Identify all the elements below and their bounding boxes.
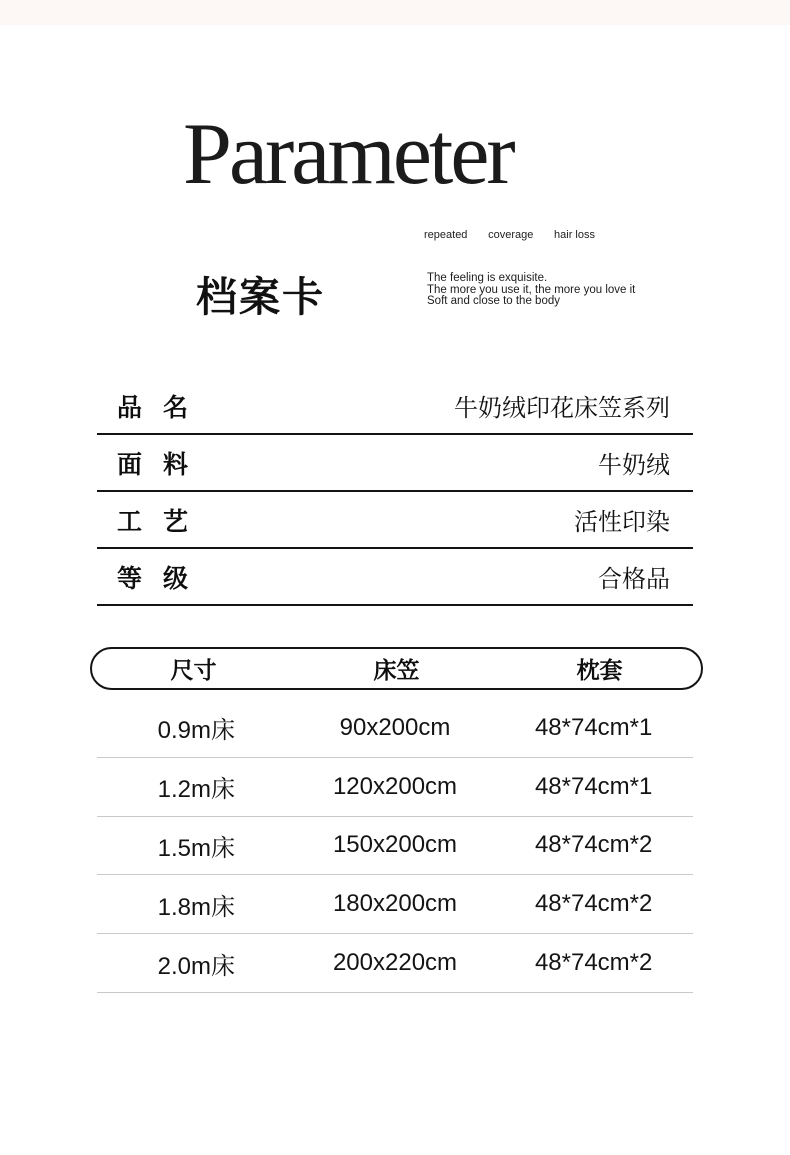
keyword-repeated: repeated bbox=[424, 229, 468, 241]
size-cell: 0.9m床 bbox=[157, 717, 235, 745]
keyword-coverage: coverage bbox=[488, 229, 534, 241]
spec-value: 牛奶绒印花床笠系列 bbox=[454, 395, 670, 422]
size-table bbox=[97, 699, 693, 993]
tagline-block bbox=[427, 273, 635, 308]
spec-label: 工 艺 bbox=[117, 507, 188, 536]
spec-row-fabric bbox=[97, 435, 693, 492]
spec-value: 活性印染 bbox=[574, 509, 670, 536]
tagline-line: Soft and close to the body bbox=[427, 295, 560, 308]
tagline-line: The feeling is exquisite. bbox=[427, 272, 548, 284]
size-table-row bbox=[97, 817, 693, 876]
size-table-row bbox=[97, 758, 693, 817]
spec-value: 合格品 bbox=[598, 566, 670, 593]
size-cell: 1.5m床 bbox=[157, 834, 235, 862]
spec-label: 品 名 bbox=[117, 393, 188, 422]
size-table-row bbox=[97, 934, 693, 993]
keyword-hair-loss: hair loss bbox=[554, 229, 595, 241]
size-cell: 1.2m床 bbox=[157, 776, 235, 804]
size-table-row bbox=[97, 875, 693, 934]
tagline-line: The more you use it, the more you love it bbox=[427, 283, 636, 296]
spec-row-product-name bbox=[97, 378, 693, 435]
sheet-cell: 180x200cm bbox=[332, 890, 458, 918]
sheet-cell: 120x200cm bbox=[332, 772, 458, 800]
keywords-row bbox=[424, 229, 595, 241]
page-title: Parameter bbox=[183, 106, 513, 203]
header-cell-fitted-sheet: 床笠 bbox=[373, 657, 420, 683]
header-cell-size: 尺寸 bbox=[170, 657, 217, 683]
pillow-cell: 48*74cm*1 bbox=[534, 713, 653, 741]
spec-value: 牛奶绒 bbox=[598, 452, 670, 479]
page-subtitle: 档案卡 bbox=[196, 274, 325, 320]
sheet-cell: 200x220cm bbox=[332, 949, 458, 977]
spec-row-grade bbox=[97, 549, 693, 606]
pillow-cell: 48*74cm*2 bbox=[534, 949, 653, 977]
spec-label: 等 级 bbox=[117, 564, 188, 593]
spec-label: 面 料 bbox=[117, 450, 188, 479]
size-table-header bbox=[90, 647, 703, 690]
pillow-cell: 48*74cm*1 bbox=[534, 772, 653, 800]
top-accent-strip bbox=[0, 0, 790, 25]
header-cell-pillowcase: 枕套 bbox=[576, 657, 623, 683]
sheet-cell: 150x200cm bbox=[332, 831, 458, 859]
sheet-cell: 90x200cm bbox=[339, 713, 451, 741]
spec-list bbox=[97, 378, 693, 606]
size-cell: 1.8m床 bbox=[157, 893, 235, 921]
pillow-cell: 48*74cm*2 bbox=[534, 890, 653, 918]
spec-row-craft bbox=[97, 492, 693, 549]
size-cell: 2.0m床 bbox=[157, 952, 235, 980]
size-table-row bbox=[97, 699, 693, 758]
pillow-cell: 48*74cm*2 bbox=[534, 831, 653, 859]
